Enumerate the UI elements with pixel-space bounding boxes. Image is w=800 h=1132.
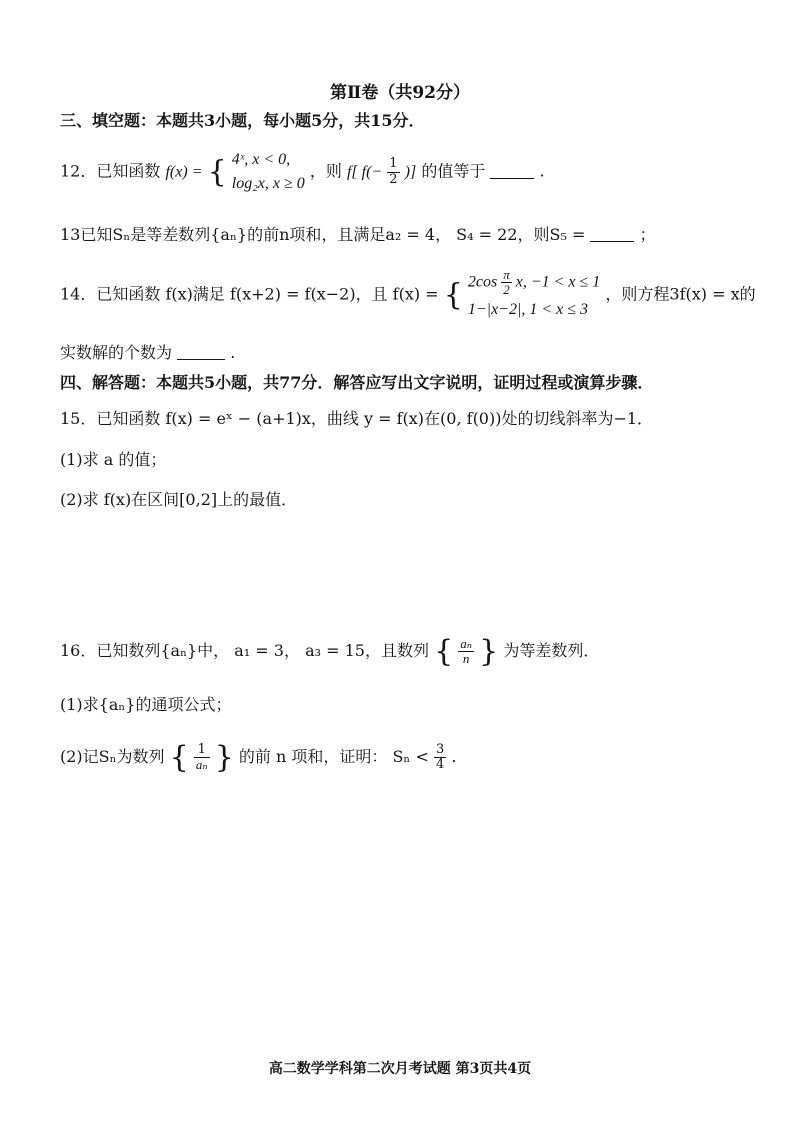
q12-frac-den: 2 bbox=[389, 171, 398, 187]
question-12 bbox=[60, 148, 545, 196]
q16-p2-num: 3 bbox=[435, 741, 445, 757]
q12-cases bbox=[232, 148, 305, 196]
q14-prefix: 14．已知函数 f(x)满足 f(x+2) = f(x−2)，且 f(x) = bbox=[60, 284, 439, 304]
q16-rbrace: } bbox=[479, 634, 499, 669]
q12-case2: log₂x, x ≥ 0 bbox=[231, 175, 305, 192]
q12-func: f(x) = bbox=[165, 163, 203, 181]
page-footer: 高二数学学科第二次月考试题 第3页共4页 bbox=[268, 1061, 532, 1077]
part4-heading: 四、解答题：本题共5小题，共77分．解答应写出文字说明，证明过程或演算步骤． bbox=[60, 373, 654, 392]
q12-expr-tail: )] bbox=[404, 163, 417, 181]
q13-text: 13已知Sₙ是等差数列{aₙ}的前n项和，且满足a₂ = 4， S₄ = 22，则S₅ = bbox=[60, 225, 586, 244]
q12-mid: ，则 bbox=[309, 161, 342, 181]
q14-case1-tail: x, −1 < x ≤ 1 bbox=[515, 273, 601, 291]
q15-part2: (2)求 f(x)在区间[0,2]上的最值． bbox=[60, 490, 298, 509]
q14-suffix: ，则方程3f(x) = x的 bbox=[605, 284, 756, 304]
q16-lbrace: { bbox=[434, 634, 454, 669]
q14-line2: 实数解的个数为 bbox=[60, 343, 173, 362]
q12-fraction bbox=[387, 157, 399, 187]
q15-part1: (1)求 a 的值； bbox=[60, 450, 167, 469]
q14-case2: 1−|x−2|, 1 < x ≤ 3 bbox=[467, 300, 589, 318]
q16-prefix: 16．已知数列{aₙ}中， a₁ = 3， a₃ = 15，且数列 bbox=[60, 641, 429, 660]
q12-answer-blank[interactable] bbox=[490, 162, 534, 179]
q16-frac-num: aₙ bbox=[460, 635, 473, 651]
question-16 bbox=[60, 634, 599, 669]
q13-end: ； bbox=[639, 225, 656, 244]
question-13 bbox=[60, 222, 656, 245]
q12-prefix: 12．已知函数 bbox=[60, 161, 161, 181]
q12-case1: 4ˣ, x < 0, bbox=[231, 151, 291, 168]
question-14 bbox=[60, 268, 756, 322]
q16-fraction bbox=[458, 637, 474, 667]
q14-case1-num: π bbox=[503, 267, 510, 282]
q16-p2-fraction bbox=[194, 743, 210, 773]
q13-answer-blank[interactable] bbox=[590, 225, 634, 242]
q16-suffix: 为等差数列． bbox=[503, 641, 600, 660]
q16-p2-frac-num: 1 bbox=[194, 743, 210, 758]
q14-end: . bbox=[230, 343, 236, 362]
section-title: 第Ⅱ卷（共92分） bbox=[330, 83, 470, 103]
q12-expr-head: f[ f(− bbox=[346, 163, 383, 181]
q12-brace: { bbox=[207, 154, 227, 190]
q16-p2-den: 4 bbox=[435, 757, 445, 772]
q16-p2-frac-den: aₙ bbox=[195, 757, 208, 772]
q14-case1 bbox=[468, 268, 600, 298]
q14-case1-den: 2 bbox=[503, 282, 510, 298]
q16-p2-prefix: (2)记Sₙ为数列 bbox=[60, 747, 165, 766]
q14-case1-head: 2cos bbox=[467, 273, 498, 291]
q12-end: . bbox=[539, 161, 545, 181]
q12-suffix: 的值等于 bbox=[421, 161, 486, 181]
q16-p2-rbrace: } bbox=[214, 740, 234, 775]
q16-part1: (1)求{aₙ}的通项公式； bbox=[60, 695, 232, 714]
q16-part2 bbox=[60, 740, 456, 775]
q14-case1-fraction bbox=[501, 268, 512, 298]
question-14-line2 bbox=[60, 340, 235, 363]
q14-brace: { bbox=[443, 277, 463, 313]
q16-frac-den: n bbox=[462, 651, 470, 666]
q12-frac-num: 1 bbox=[389, 156, 398, 172]
q16-p2-mid: 的前 n 项和，证明： Sₙ < bbox=[238, 747, 429, 766]
part3-heading: 三、填空题：本题共3小题，每小题5分，共15分． bbox=[60, 111, 425, 130]
q16-p2-bound bbox=[434, 743, 446, 773]
q14-answer-blank[interactable] bbox=[177, 343, 225, 360]
q16-p2-lbrace: { bbox=[169, 740, 189, 775]
q14-cases bbox=[468, 268, 600, 322]
q16-p2-end: . bbox=[451, 747, 457, 766]
question-15: 15．已知函数 f(x) = eˣ − (a+1)x，曲线 y = f(x)在(0, f(0))处的切线斜率为−1． bbox=[60, 409, 654, 428]
